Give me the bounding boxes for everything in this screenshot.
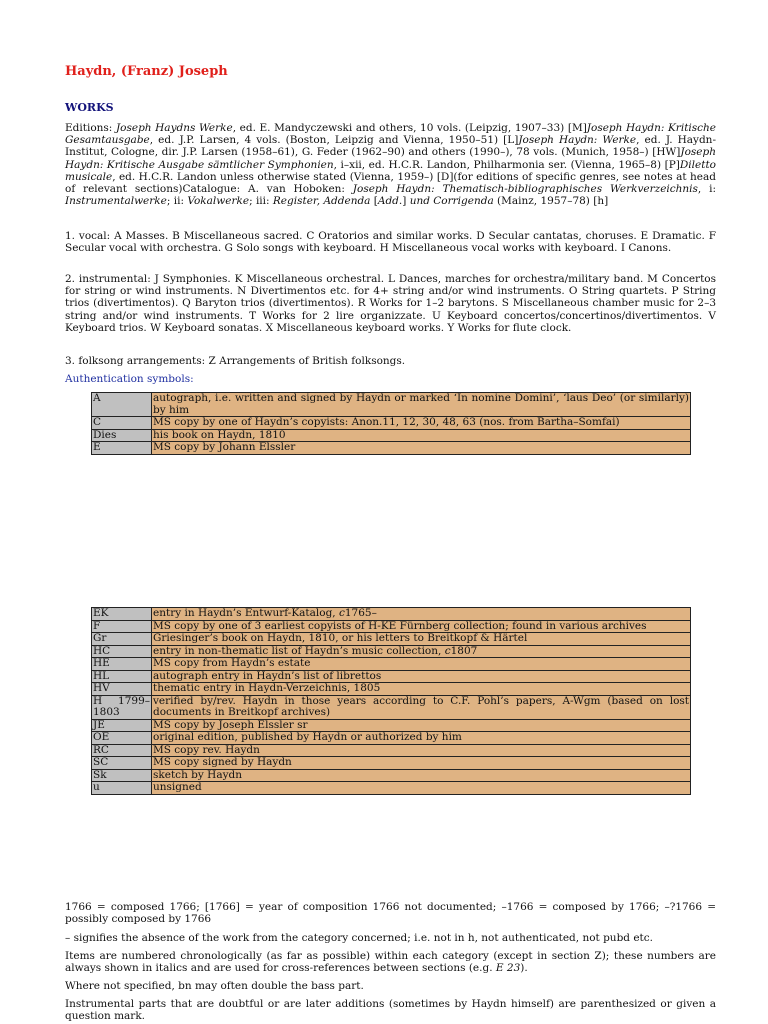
symbol-code: HE xyxy=(92,658,152,671)
symbol-meaning: thematic entry in Haydn-Verzeichnis, 1805 xyxy=(152,683,691,696)
symbol-meaning: entry in non-thematic list of Haydn’s music collection, c1807 xyxy=(152,645,691,658)
symbol-code: F xyxy=(92,620,152,633)
symbols-table-1 xyxy=(91,392,691,455)
symbol-code: E xyxy=(92,442,152,455)
authentication-symbols-link[interactable]: Authentication symbols: xyxy=(65,373,194,385)
symbol-meaning: verified by/rev. Haydn in those years according to C.F. Pohl’s papers, A-Wgm (based on lost documents in Breitkopf archives) xyxy=(153,694,689,718)
symbol-meaning: MS copy by Joseph Elssler sr xyxy=(152,719,691,732)
symbol-code: A xyxy=(92,393,152,417)
symbol-meaning: MS copy from Haydn’s estate xyxy=(152,658,691,671)
symbol-meaning: MS copy signed by Haydn xyxy=(152,757,691,770)
symbol-row xyxy=(92,744,691,757)
symbol-meaning: original edition, published by Haydn or authorized by him xyxy=(152,732,691,745)
symbol-meaning: MS copy rev. Haydn xyxy=(152,744,691,757)
symbol-row xyxy=(92,417,691,430)
symbol-row xyxy=(92,782,691,795)
symbol-row xyxy=(92,732,691,745)
symbol-code: C xyxy=(92,417,152,430)
symbols-table-2 xyxy=(91,607,691,795)
symbol-code: HL xyxy=(92,670,152,683)
symbol-code: HV xyxy=(92,683,152,696)
symbol-meaning: unsigned xyxy=(152,782,691,795)
instrumental-categories: 2. instrumental: J Symphonies. K Miscellaneous orchestral. L Dances, marches for orchestra/military band. M Concertos for string or wind instruments. N Divertimentos etc. for 4+ string and/or wind instruments. O String quartets. P String trios (divertimentos). Q Baryton trios (divertimentos). R Works for 1–2 barytons. S Miscellaneous chamber music for 2–3 string and/or wind instruments. T Works for 2 lire organizzate. U Keyboard concertos/concertinos/divertimentos. V Keyboard trios. W Keyboard sonatas. X Miscellaneous keyboard works. Y Works for flute clock. xyxy=(65,273,716,334)
vocal-categories: 1. vocal: A Masses. B Miscellaneous sacred. C Oratorios and similar works. D Secular cantatas, choruses. E Dramatic. F Secular vocal with orchestra. G Solo songs with keyboard. H Miscellaneous vocal works with keyboard. I Canons. xyxy=(65,230,716,255)
symbol-row xyxy=(92,719,691,732)
symbol-meaning: autograph, i.e. written and signed by Haydn or marked ‘In nomine Domini’, ‘laus Deo’ (or similarly) by him xyxy=(153,392,689,416)
symbol-meaning: MS copy by one of 3 earliest copyists of H-KE Fürnberg collection; found in various archives xyxy=(152,620,691,633)
symbol-code: u xyxy=(92,782,152,795)
bassoon-note: Where not specified, bn may often double the bass part. xyxy=(65,980,364,992)
symbol-row xyxy=(92,757,691,770)
symbol-row xyxy=(92,608,691,621)
symbol-code: Dies xyxy=(92,429,152,442)
symbol-row xyxy=(92,620,691,633)
symbol-row xyxy=(92,769,691,782)
symbol-meaning: MS copy by Johann Elssler xyxy=(152,442,691,455)
symbol-meaning: autograph entry in Haydn’s list of librettos xyxy=(152,670,691,683)
page-title: Haydn, (Franz) Joseph xyxy=(65,64,228,79)
symbol-code: HC xyxy=(92,645,152,658)
symbol-row xyxy=(92,393,691,417)
symbol-code: RC xyxy=(92,744,152,757)
symbol-row xyxy=(92,670,691,683)
symbol-meaning: his book on Haydn, 1810 xyxy=(152,429,691,442)
symbol-code: OE xyxy=(92,732,152,745)
dash-note: – signifies the absence of the work from the category concerned; i.e. not in h, not authenticated, not pubd etc. xyxy=(65,932,653,944)
symbol-row xyxy=(92,442,691,455)
editions-paragraph: Editions: Joseph Haydns Werke, ed. E. Mandyczewski and others, 10 vols. (Leipzig, 1907–33) [M]Joseph Haydn: Kritische Gesamtausgabe, ed. J.P. Larsen, 4 vols. (Boston, Leipzig and Vienna, 1950–51) [L]Joseph Haydn: Werke, ed. J. Haydn-Institut, Cologne, dir. J.P. Larsen (1958–61), G. Feder (1962–90) and others (1990–), 78 vols. (Munich, 1958–) [HW]Joseph Haydn: Kritische Ausgabe sämtlicher Symphonien, i–xii, ed. H.C.R. Landon, Philharmonia ser. (Vienna, 1965–8) [P]Diletto musicale, ed. H.C.R. Landon unless otherwise stated (Vienna, 1959–) [D](for editions of specific genres, see notes at head of relevant sections)Catalogue: A. van Hoboken: Joseph Haydn: Thematisch-bibliographisches Werkverzeichnis, i: Instrumentalwerke; ii: Vokalwerke; iii: Register, Addenda [Add.] und Corrigenda (Mainz, 1957–78) [h] xyxy=(65,122,717,208)
symbol-code: JE xyxy=(92,719,152,732)
symbol-meaning: sketch by Haydn xyxy=(152,769,691,782)
dates-note: 1766 = composed 1766; [1766] = year of composition 1766 not documented; –1766 = composed by 1766; –?1766 = possibly composed by 1766 xyxy=(65,901,716,926)
symbol-meaning: Griesinger’s book on Haydn, 1810, or his letters to Breitkopf & Härtel xyxy=(152,633,691,646)
folksong-categories: 3. folksong arrangements: Z Arrangements of British folksongs. xyxy=(65,355,406,367)
symbol-meaning: entry in Haydn’s Entwurf-Katalog, c1765– xyxy=(152,608,691,621)
symbol-code: Gr xyxy=(92,633,152,646)
items-note: Items are numbered chronologically (as far as possible) within each category (except in section Z); these numbers are always shown in italics and are used for cross-references between sections (e.g. E 23). xyxy=(65,950,716,975)
symbol-code: EK xyxy=(92,608,152,621)
symbol-code: Sk xyxy=(92,769,152,782)
symbol-code: SC xyxy=(92,757,152,770)
parts-note: Instrumental parts that are doubtful or are later additions (sometimes by Haydn himself) are parenthesized or given a question mark. xyxy=(65,998,716,1023)
symbol-row xyxy=(92,429,691,442)
symbol-row xyxy=(92,683,691,696)
symbol-meaning: MS copy by one of Haydn’s copyists: Anon.11, 12, 30, 48, 63 (nos. from Bartha–Somfai) xyxy=(152,417,691,430)
section-heading-works: WORKS xyxy=(65,101,114,114)
symbol-row xyxy=(92,645,691,658)
symbol-row xyxy=(92,658,691,671)
symbol-code: H 1799–1803 xyxy=(93,694,150,718)
symbol-row xyxy=(92,633,691,646)
symbol-row xyxy=(92,695,691,719)
